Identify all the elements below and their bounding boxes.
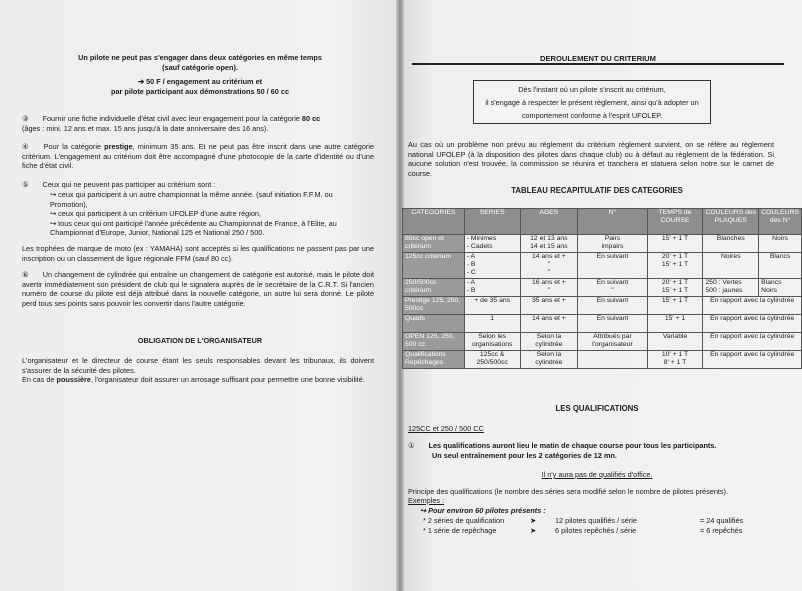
item-6-number: ⑥ xyxy=(22,270,29,279)
categories-table xyxy=(402,208,802,369)
item-4-number: ④ xyxy=(22,142,30,151)
example-2-series: * 1 série de repêchage xyxy=(423,526,497,535)
fee-notice xyxy=(40,77,360,96)
item-5-line1: ↪ ceux qui participent à un autre championnat la même année. (sauf initiation F.F.M. ou Promotion), xyxy=(50,190,333,209)
col-header-race-time: TEMPS de COURSE xyxy=(647,209,703,235)
table-cell: + de 35 ans xyxy=(464,297,520,315)
table-cell: Blanches xyxy=(703,235,759,253)
table-cell: 20' + 1 T 15' + 1 T xyxy=(647,253,703,279)
table-cell: Noires xyxy=(703,253,759,279)
table-cell: En suivant xyxy=(578,315,648,333)
table-cell: Variable xyxy=(647,333,703,351)
table-cell: 250/500cc critérium xyxy=(403,279,465,297)
table-cell: En rapport avec la cylindrée xyxy=(703,297,802,315)
table-cell: 14 ans et + " " xyxy=(520,253,578,279)
table-cell: En rapport avec la cylindrée xyxy=(703,351,802,369)
organizer-obligation-1: L'organisateur et le directeur de course étant les seuls responsables devant les tribunaux, ils doivent s'assurer de la sécurité des pilotes. xyxy=(22,356,374,375)
fee-line2: par pilote participant aux démonstrations 50 / 60 cc xyxy=(110,86,289,96)
item-5-line2: ↪ ceux qui participent à un critérium UFOLEP d'une autre région, xyxy=(50,209,261,219)
item-5-title: Ceux qui ne peuvent pas participer au critérium sont : xyxy=(42,180,216,189)
table-row xyxy=(403,315,802,333)
item-3-text-c: (âges : mini. 12 ans et max. 15 ans jusqu'à la date anniversaire des 16 ans). xyxy=(22,123,269,133)
item-4 xyxy=(22,142,374,171)
commitment-text xyxy=(474,83,710,122)
commitment-box xyxy=(473,80,711,124)
col-header-number: N° xyxy=(578,209,648,235)
item-6 xyxy=(22,270,374,308)
table-cell: - Minimes - Cadets xyxy=(464,235,520,253)
table-row xyxy=(403,297,802,315)
qualifications-title: LES QUALIFICATIONS xyxy=(555,404,639,413)
item-3-number: ③ xyxy=(22,114,29,123)
trophies-paragraph: Les trophées de marque de moto (ex : YAMAHA) sont acceptés si les qualifications ne passent pas par une inscription ou un classement de ligue régionale FFM (sauf 80 cc). xyxy=(22,244,374,263)
table-header-row xyxy=(403,209,802,235)
table-cell: 20' + 1 T 15' + 1 T xyxy=(647,279,703,297)
col-header-categories: CATEGORIES xyxy=(403,209,465,235)
table-cell: 1 xyxy=(464,315,520,333)
table-cell: En rapport avec la cylindrée xyxy=(703,315,802,333)
table-row xyxy=(403,235,802,253)
table-cell: 125cc & 250/500cc xyxy=(464,351,520,369)
qual-1-line-a: Les qualifications auront lieu le matin de chaque course pour tous les participants. xyxy=(428,441,717,450)
col-header-ages: AGES xyxy=(520,209,578,235)
fee-line1: ➔ 50 F / engagement au critérium et xyxy=(137,77,263,86)
col-header-series: SERIES xyxy=(464,209,520,235)
table-row xyxy=(403,253,802,279)
example-1-arrow: ➤ xyxy=(530,516,537,525)
organizer-obligation-title: OBLIGATION DE L'ORGANISATEUR xyxy=(137,336,263,345)
item-3-text-a: Fournir une fiche individuelle d'état civil avec leur engagement pour la catégorie xyxy=(42,114,302,123)
table-cell: Selon les organisations xyxy=(464,333,520,351)
engagement-rule-line2: (sauf catégorie open). xyxy=(162,62,238,72)
organizer-obligation-2a: En cas de xyxy=(22,375,57,385)
example-1-pilots: 12 pilotes qualifiés / série xyxy=(555,516,637,525)
example-title: ↪ Pour environ 60 pilotes présents : xyxy=(420,506,546,515)
examples-label: Exemples : xyxy=(408,496,445,505)
table-cell: En suivant xyxy=(578,297,648,315)
item-4-text-b: prestige xyxy=(104,142,133,151)
example-1-total: = 24 qualifiés xyxy=(700,516,744,525)
table-cell: Blancs xyxy=(759,253,802,279)
engagement-rule xyxy=(40,53,360,72)
item-3-text-b: 80 cc xyxy=(301,114,321,123)
example-2-total: = 6 repêchés xyxy=(700,526,743,535)
table-cell: Selon la cylindrée xyxy=(520,351,578,369)
table-title: TABLEAU RECAPITULATIF DES CATEGORIES xyxy=(511,186,683,195)
commitment-line3: comportement conforme à l'esprit UFOLEP. xyxy=(521,111,663,120)
item-4-text-a: Pour la catégorie xyxy=(43,142,105,151)
qual-1-line-b: Un seul entraînement pour les 2 catégories de 12 mn. xyxy=(432,450,617,460)
table-cell: Prestige 125, 250, 500cc xyxy=(403,297,465,315)
commitment-line1: Dès l'instant où un pilote s'inscrit au critérium, xyxy=(518,85,666,94)
problem-paragraph: Au cas où un problème non prévu au règlement du critérium règlement survient, on se réfère au règlement national UFOLEP (à la disposition des pilotes dans chaque club) ou à défaut au règlement de la fédération. Si aucune solution n'est trouvée, la commission se réunira et tranchera et statuera selon notre sur le carnet de course. xyxy=(408,140,774,178)
table-cell: 80cc open et critérium xyxy=(403,235,465,253)
item-3 xyxy=(22,114,374,133)
table-cell: Quads xyxy=(403,315,465,333)
table-cell: En rapport avec la cylindrée xyxy=(703,333,802,351)
item-5-number: ⑤ xyxy=(22,180,29,189)
table-cell: En suivant " xyxy=(578,279,648,297)
table-row xyxy=(403,351,802,369)
table-cell: 125cc critérium xyxy=(403,253,465,279)
table-cell: Blancs Noirs xyxy=(759,279,802,297)
table-cell: Qualifications Repêchages xyxy=(403,351,465,369)
table-cell: Noirs xyxy=(759,235,802,253)
table-row xyxy=(403,279,802,297)
col-header-number-colors: COULEURS des N° xyxy=(759,209,802,235)
organizer-obligation-2c: , l'organisateur doit assurer un arrosage suffisant pour permettre une bonne visibilité. xyxy=(90,375,365,385)
organizer-obligation-text xyxy=(22,356,374,385)
table-cell: 15' + 1 T xyxy=(647,235,703,253)
header-rule xyxy=(412,63,784,65)
example-2-pilots: 6 pilotes repêchés / série xyxy=(555,526,637,535)
table-cell: 10' + 1 T 8' + 1 T xyxy=(647,351,703,369)
table-cell xyxy=(578,351,648,369)
item-5 xyxy=(22,180,374,190)
table-cell: OPEN 125, 250, 500 cc xyxy=(403,333,465,351)
qualification-principle: Principe des qualifications (le nombre des séries sera modifié selon le nombre de pilotes présents). xyxy=(408,487,729,496)
section-title: DEROULEMENT DU CRITERIUM xyxy=(539,54,656,63)
table-cell: 15' + 1 T xyxy=(647,297,703,315)
table-cell: 35 ans et + xyxy=(520,297,578,315)
commitment-line2: il s'engage à respecter le présent règlement, ainsi qu'à adopter un xyxy=(485,98,699,107)
table-row xyxy=(403,333,802,351)
item-5-line3: ↪ tous ceux qui ont participé l'année précédente au Championnat de France, à l'Elite, au Championnat d'Europe, Junior, National 125 et National 250 / 500. xyxy=(50,218,337,238)
item-4-text-c: , minimum 35 ans. Et ne peut pas être inscrit dans une autre catégorie critérium. L'engagement au critérium doit être accompagné d'une photocopie de la carte d'identité ou d'une fiche d'état civil. xyxy=(22,142,374,171)
organizer-obligation-2b: poussière xyxy=(56,375,91,385)
engagement-rule-line1: Un pilote ne peut pas s'engager dans deux catégories en même temps xyxy=(78,53,322,62)
table-cell: En suivant xyxy=(578,253,648,279)
qualifications-subtitle: 125CC et 250 / 500 CC xyxy=(408,424,484,433)
item-6-text: Un changement de cylindrée qui entraîne un changement de catégorie est autorisé, mais le pilote doit avertir immédiatement son président de club qui le signalera auprès de le secrétaire de la C.R.T. Si l'ancien numéro de course du pilote est déjà attribué dans la nouvelle catégorie, un autre lui sera donné. Le pilote perd tous ses points sans pouvoir les convertir dans l'autre catégorie. xyxy=(22,270,374,308)
table-cell: 16 ans et + " xyxy=(520,279,578,297)
table-cell: 250 : Vertes 500 : jaunes xyxy=(703,279,759,297)
table-cell: - A - B - C xyxy=(464,253,520,279)
item-5-list xyxy=(50,190,370,238)
example-2-arrow: ➤ xyxy=(530,526,537,535)
qual-1-number: ① xyxy=(408,441,415,450)
table-cell: Selon la cylindrée xyxy=(520,333,578,351)
table-cell: 14 ans et + xyxy=(520,315,578,333)
table-cell: Attribués par l'organisateur xyxy=(578,333,648,351)
example-1-series: * 2 séries de qualification xyxy=(423,516,505,525)
table-cell: 15' + 1 xyxy=(647,315,703,333)
table-cell: 12 et 13 ans 14 et 15 ans xyxy=(520,235,578,253)
no-automatic-qualification: Il n'y aura pas de qualifiés d'office. xyxy=(541,470,653,479)
table-cell: - A - B xyxy=(464,279,520,297)
table-cell: Pairs impairs xyxy=(578,235,648,253)
col-header-plate-colors: COULEURS des PLAQUES xyxy=(703,209,759,235)
qualification-rule-1 xyxy=(408,441,774,460)
